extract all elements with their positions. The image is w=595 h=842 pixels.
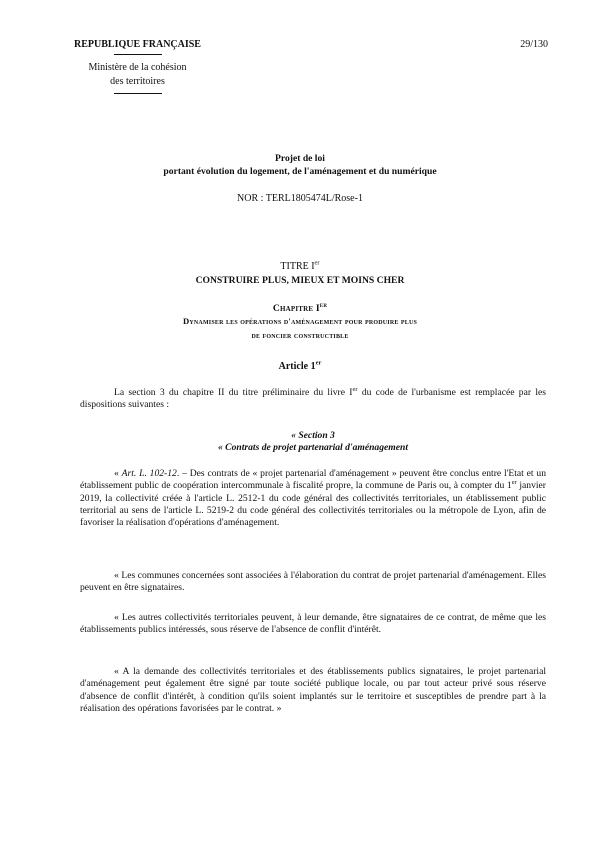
p1-prefix: « bbox=[114, 468, 122, 479]
paragraph-2 bbox=[80, 570, 546, 595]
article-reference: Art. L. 102-12 bbox=[121, 468, 177, 479]
paragraph-3-text: « Les autres collectivités territoriales peuvent, à leur demande, être signataires de ce contrat, de même que les établissements publics intéressés, sous réserve de l'absence de conflit d'intérêt. bbox=[80, 612, 546, 636]
section-heading-line-1: « Section 3 bbox=[291, 430, 335, 441]
titre-label-sup: er bbox=[314, 259, 320, 267]
paragraph-1-text bbox=[80, 468, 546, 529]
p1-text-a: . – Des contrats de « projet partenarial d'aménagement » peuvent être conclus entre l'Etat et un établissement public de coopération intercommunale à fiscalité propre, la commune de Paris ou, à compter du 1 bbox=[80, 468, 546, 492]
ministry-line-1: Ministère de la cohésion bbox=[88, 62, 187, 73]
section-heading-line-2: « Contrats de projet partenarial d'aménagement bbox=[217, 442, 409, 454]
paragraph-3 bbox=[80, 612, 546, 637]
nor-reference: NOR : TERL1805474L/Rose-1 bbox=[237, 193, 363, 204]
chapitre-label-sup: er bbox=[319, 301, 328, 309]
paragraph-4 bbox=[80, 666, 546, 715]
bill-title-line-1: Projet de loi bbox=[275, 153, 325, 164]
page-number: 29/130 bbox=[520, 39, 548, 50]
titre-heading: CONSTRUIRE PLUS, MIEUX ET MOINS CHER bbox=[195, 275, 405, 286]
article-label-sup: er bbox=[315, 359, 322, 367]
republic-heading: REPUBLIQUE FRANÇAISE bbox=[74, 39, 201, 50]
header-rule-top bbox=[114, 54, 162, 55]
ministry-line-2: des territoires bbox=[110, 76, 165, 87]
header-rule-bottom bbox=[114, 93, 162, 94]
paragraph-art-l102-12 bbox=[80, 468, 546, 529]
header-left-block bbox=[50, 38, 225, 94]
titre-label-text: TITRE I bbox=[280, 261, 315, 272]
paragraph-4-text: « A la demande des collectivités territoriales et des établissements publics signataires, le projet partenarial d'aménagement peut également être signé par toute société publique locale, ou par tout acteur privé sous réserve d'absence de conflit d'intérêt, à condition qu'ils soient implantés sur le territoire et susceptibles de prendre part à la réalisation des opérations favorisées par le contrat. » bbox=[80, 666, 546, 714]
titre-label bbox=[55, 261, 545, 273]
p1-sup: er bbox=[511, 479, 517, 487]
chapitre-heading-line-2: de foncier constructible bbox=[251, 330, 349, 340]
intro-text-b: du code de l'urbanisme est remplacée par les dispositions suivantes : bbox=[80, 387, 546, 411]
intro-text bbox=[80, 387, 546, 412]
article-label-text: Article 1 bbox=[278, 361, 316, 372]
chapitre-label-text: Chapitre I bbox=[272, 303, 320, 314]
chapitre-label bbox=[55, 303, 545, 315]
p1-text-b: janvier 2019, la collectivité créée à l'article L. 2512-1 du code général des collectivités territoriales, un établissement public territorial au sens de l'article L. 5219-2 du code général des collectivités territoriales ou la métropole de Lyon, afin de favoriser la réalisation d'opérations d'aménagement. bbox=[80, 480, 546, 529]
intro-sup: er bbox=[352, 385, 358, 393]
bill-title-line-2: portant évolution du logement, de l'aménagement et du numérique bbox=[163, 166, 437, 177]
paragraph-2-text: « Les communes concernées sont associées à l'élaboration du contrat de projet partenarial d'aménagement. Elles peuvent en être signataires. bbox=[80, 570, 546, 594]
section-heading bbox=[80, 430, 546, 455]
article-label bbox=[55, 361, 545, 373]
intro-paragraph bbox=[80, 387, 546, 412]
chapitre-heading-line-1: Dynamiser les opérations d'aménagement pour produire plus bbox=[182, 316, 418, 326]
intro-text-a: La section 3 du chapitre II du titre préliminaire du livre I bbox=[114, 387, 353, 398]
